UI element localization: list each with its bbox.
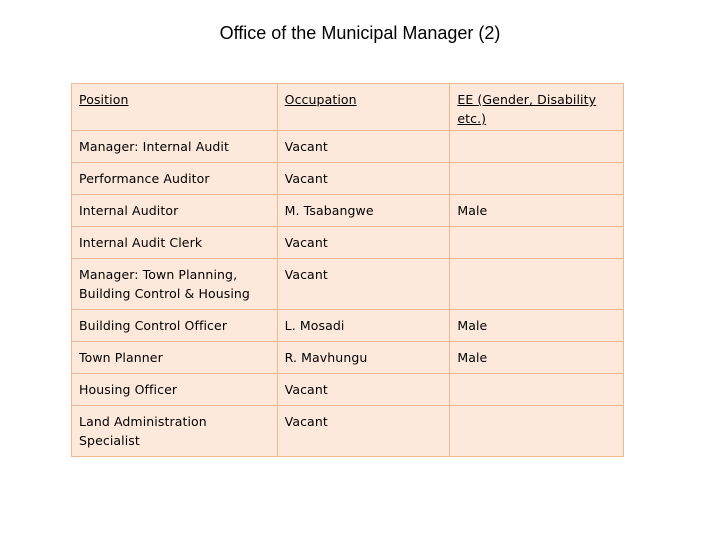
cell-occupation: R. Mavhungu xyxy=(277,342,450,374)
cell-occupation: Vacant xyxy=(277,259,450,310)
cell-ee xyxy=(450,163,624,195)
cell-ee xyxy=(450,406,624,457)
table-row xyxy=(72,406,624,457)
cell-ee: Male xyxy=(450,310,624,342)
cell-occupation: Vacant xyxy=(277,163,450,195)
table-row xyxy=(72,131,624,163)
table-row xyxy=(72,259,624,310)
cell-position: Internal Auditor xyxy=(72,195,278,227)
cell-position: Housing Officer xyxy=(72,374,278,406)
cell-occupation: L. Mosadi xyxy=(277,310,450,342)
header-position: Position xyxy=(72,84,278,131)
table-row xyxy=(72,227,624,259)
cell-occupation: Vacant xyxy=(277,406,450,457)
staff-table xyxy=(71,83,624,457)
cell-position: Building Control Officer xyxy=(72,310,278,342)
cell-occupation: Vacant xyxy=(277,374,450,406)
cell-occupation: Vacant xyxy=(277,227,450,259)
cell-ee: Male xyxy=(450,195,624,227)
page-title: Office of the Municipal Manager (2) xyxy=(219,23,501,43)
cell-position: Internal Audit Clerk xyxy=(72,227,278,259)
cell-ee xyxy=(450,131,624,163)
table-row xyxy=(72,342,624,374)
table-row xyxy=(72,195,624,227)
table-row xyxy=(72,163,624,195)
cell-ee: Male xyxy=(450,342,624,374)
cell-occupation: Vacant xyxy=(277,131,450,163)
cell-position: Manager: Internal Audit xyxy=(72,131,278,163)
cell-position: Town Planner xyxy=(72,342,278,374)
table-header-row xyxy=(72,84,624,131)
table-row xyxy=(72,374,624,406)
table-row xyxy=(72,310,624,342)
cell-occupation: M. Tsabangwe xyxy=(277,195,450,227)
header-ee: EE (Gender, Disability etc.) xyxy=(450,84,624,131)
cell-ee xyxy=(450,259,624,310)
cell-ee xyxy=(450,227,624,259)
cell-position: Manager: Town Planning, Building Control & Housing xyxy=(72,259,278,310)
header-occupation: Occupation xyxy=(277,84,450,131)
cell-position: Land Administration Specialist xyxy=(72,406,278,457)
cell-position: Performance Auditor xyxy=(72,163,278,195)
cell-ee xyxy=(450,374,624,406)
